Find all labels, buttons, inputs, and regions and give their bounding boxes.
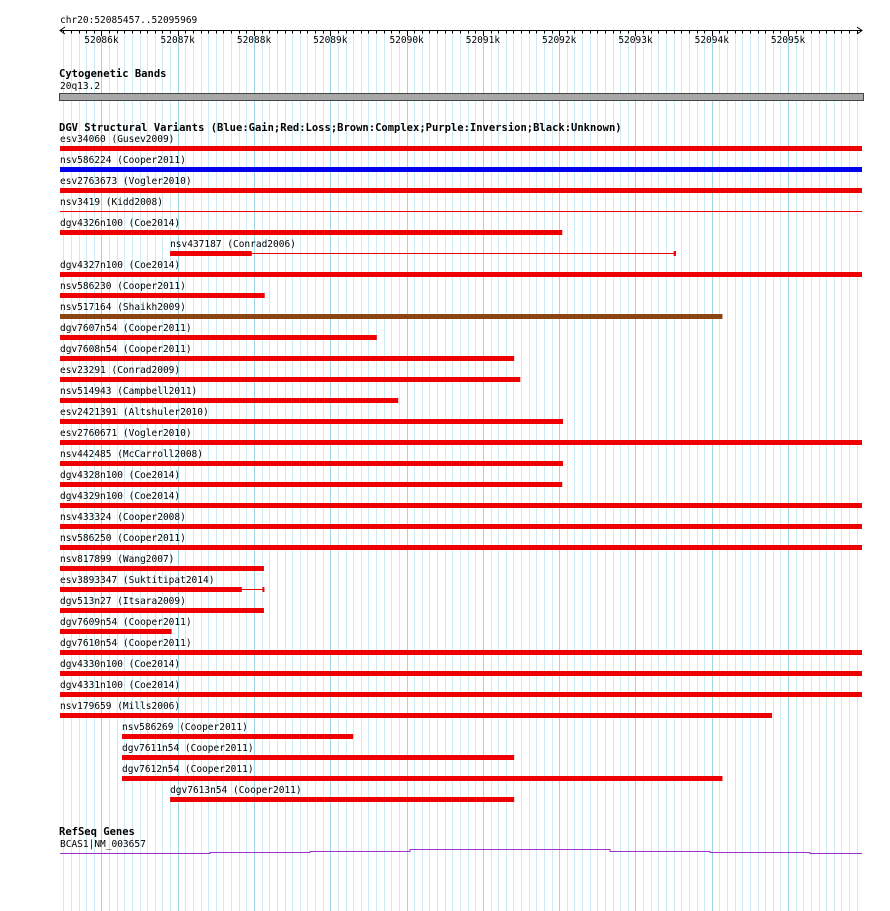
feature-bar[interactable]: [60, 335, 377, 340]
feature-label[interactable]: esv3893347 (Suktitipat2014): [60, 575, 215, 586]
feature-glyph[interactable]: [0, 166, 890, 174]
feature-bar[interactable]: [122, 776, 722, 781]
feature-label[interactable]: nsv586224 (Cooper2011): [60, 155, 186, 166]
ruler-tick-label: 52092k: [542, 35, 577, 46]
feature-block[interactable]: [170, 251, 252, 256]
feature-glyph[interactable]: [0, 439, 890, 447]
ruler[interactable]: [0, 24, 890, 54]
feature-glyph[interactable]: [0, 250, 890, 258]
feature-glyph[interactable]: [0, 397, 890, 405]
ruler-tick-label: 52095k: [770, 35, 806, 46]
feature-bar[interactable]: [60, 713, 772, 718]
feature-label[interactable]: esv2760671 (Vogler2010): [60, 428, 192, 439]
feature-label[interactable]: dgv7610n54 (Cooper2011): [60, 638, 192, 649]
feature-glyph[interactable]: [0, 376, 890, 384]
feature-bar[interactable]: [60, 188, 862, 193]
feature-label[interactable]: dgv7613n54 (Cooper2011): [170, 785, 302, 796]
feature-bar[interactable]: [170, 797, 514, 802]
feature-glyph[interactable]: [0, 418, 890, 426]
gene-model[interactable]: [0, 845, 890, 865]
feature-bar[interactable]: [60, 566, 264, 571]
feature-label[interactable]: nsv586269 (Cooper2011): [122, 722, 248, 733]
feature-bar[interactable]: [60, 356, 514, 361]
feature-bar[interactable]: [60, 461, 563, 466]
feature-label[interactable]: nsv514943 (Campbell2011): [60, 386, 198, 397]
feature-label[interactable]: dgv7607n54 (Cooper2011): [60, 323, 192, 334]
feature-block[interactable]: [262, 587, 264, 592]
feature-bar[interactable]: [60, 629, 172, 634]
feature-label[interactable]: nsv817899 (Wang2007): [60, 554, 175, 565]
feature-glyph[interactable]: [0, 754, 890, 762]
feature-label[interactable]: esv23291 (Conrad2009): [60, 365, 181, 376]
feature-glyph[interactable]: [0, 691, 890, 699]
feature-label[interactable]: nsv437187 (Conrad2006): [170, 239, 296, 250]
feature-glyph[interactable]: [0, 565, 890, 573]
feature-glyph[interactable]: [0, 607, 890, 615]
feature-label[interactable]: esv2421391 (Altshuler2010): [60, 407, 209, 418]
feature-label[interactable]: dgv4327n100 (Coe2014): [60, 260, 181, 271]
gene-line[interactable]: [60, 850, 862, 854]
feature-label[interactable]: dgv7611n54 (Cooper2011): [122, 743, 254, 754]
ruler-tick-label: 52090k: [389, 35, 424, 46]
feature-glyph[interactable]: [0, 271, 890, 279]
feature-bar[interactable]: [60, 167, 862, 172]
ruler-tick-label: 52088k: [236, 35, 272, 46]
feature-label[interactable]: dgv7608n54 (Cooper2011): [60, 344, 192, 355]
location-label: chr20:52085457..52095969: [60, 15, 198, 26]
feature-bar[interactable]: [60, 272, 862, 277]
feature-glyph[interactable]: [0, 523, 890, 531]
cytoband-label: 20q13.2: [60, 81, 101, 92]
feature-bar[interactable]: [60, 230, 562, 235]
feature-bar[interactable]: [60, 146, 862, 151]
feature-label[interactable]: nsv179659 (Mills2006): [60, 701, 181, 712]
feature-glyph[interactable]: [0, 544, 890, 552]
dgv-track-title[interactable]: DGV Structural Variants (Blue:Gain;Red:Loss;Brown:Complex;Purple:Inversion;Black:Unknown): [59, 122, 622, 134]
feature-glyph[interactable]: [0, 733, 890, 741]
feature-bar[interactable]: [60, 650, 862, 655]
cytoband-bar[interactable]: [59, 93, 864, 101]
feature-label[interactable]: dgv513n27 (Itsara2009): [60, 596, 186, 607]
feature-bar[interactable]: [60, 293, 265, 298]
ruler-tick-label: 52087k: [160, 35, 195, 46]
gene-label[interactable]: BCAS1|NM_003657: [60, 839, 146, 850]
feature-label[interactable]: nsv586230 (Cooper2011): [60, 281, 186, 292]
feature-bar[interactable]: [60, 503, 862, 508]
feature-label[interactable]: nsv586250 (Cooper2011): [60, 533, 186, 544]
feature-glyph[interactable]: [0, 670, 890, 678]
feature-glyph[interactable]: [0, 292, 890, 300]
feature-bar[interactable]: [60, 608, 264, 613]
feature-block[interactable]: [674, 251, 676, 256]
feature-glyph[interactable]: [0, 775, 890, 783]
feature-bar[interactable]: [60, 692, 862, 697]
feature-bar[interactable]: [60, 545, 862, 550]
feature-glyph[interactable]: [0, 628, 890, 636]
feature-label[interactable]: dgv7612n54 (Cooper2011): [122, 764, 254, 775]
feature-glyph[interactable]: [0, 355, 890, 363]
feature-bar[interactable]: [122, 755, 514, 760]
feature-glyph[interactable]: [0, 334, 890, 342]
feature-glyph[interactable]: [0, 145, 890, 153]
feature-label[interactable]: dgv7609n54 (Cooper2011): [60, 617, 192, 628]
feature-glyph[interactable]: [0, 481, 890, 489]
feature-label[interactable]: nsv433324 (Cooper2008): [60, 512, 186, 523]
feature-bar[interactable]: [60, 377, 520, 382]
feature-bar[interactable]: [60, 482, 562, 487]
cytoband-track-title[interactable]: Cytogenetic Bands: [59, 68, 167, 80]
feature-label[interactable]: esv2763673 (Vogler2010): [60, 176, 192, 187]
feature-block[interactable]: [60, 587, 242, 592]
feature-glyph[interactable]: [0, 208, 890, 216]
ruler-tick-label: 52089k: [313, 35, 348, 46]
feature-glyph[interactable]: [0, 187, 890, 195]
feature-label[interactable]: dgv4328n100 (Coe2014): [60, 470, 181, 481]
feature-label[interactable]: nsv442485 (McCarroll2008): [60, 449, 203, 460]
feature-label[interactable]: dgv4326n100 (Coe2014): [60, 218, 181, 229]
feature-bar[interactable]: [60, 671, 862, 676]
feature-bar[interactable]: [122, 734, 353, 739]
ruler-tick-label: 52094k: [694, 35, 729, 46]
ruler-tick-label: 52091k: [465, 35, 501, 46]
feature-glyph[interactable]: [0, 712, 890, 720]
feature-bar[interactable]: [60, 440, 862, 445]
refseq-track-title[interactable]: RefSeq Genes: [59, 826, 135, 838]
feature-bar[interactable]: [60, 419, 563, 424]
feature-label[interactable]: dgv4330n100 (Coe2014): [60, 659, 181, 670]
feature-glyph[interactable]: [0, 586, 890, 594]
feature-glyph[interactable]: [0, 313, 890, 321]
feature-label[interactable]: dgv4331n100 (Coe2014): [60, 680, 181, 691]
feature-bar[interactable]: [60, 314, 722, 319]
feature-glyph[interactable]: [0, 502, 890, 510]
feature-bar[interactable]: [60, 524, 862, 529]
feature-label[interactable]: nsv3419 (Kidd2008): [60, 197, 163, 208]
feature-label[interactable]: dgv4329n100 (Coe2014): [60, 491, 181, 502]
feature-glyph[interactable]: [0, 460, 890, 468]
feature-glyph[interactable]: [0, 796, 890, 804]
feature-bar[interactable]: [60, 398, 398, 403]
ruler-tick-label: 52086k: [84, 35, 119, 46]
ruler-tick-label: 52093k: [618, 35, 653, 46]
feature-glyph[interactable]: [0, 229, 890, 237]
feature-label[interactable]: nsv517164 (Shaikh2009): [60, 302, 186, 313]
feature-glyph[interactable]: [0, 649, 890, 657]
feature-label[interactable]: esv34060 (Gusev2009): [60, 134, 175, 145]
